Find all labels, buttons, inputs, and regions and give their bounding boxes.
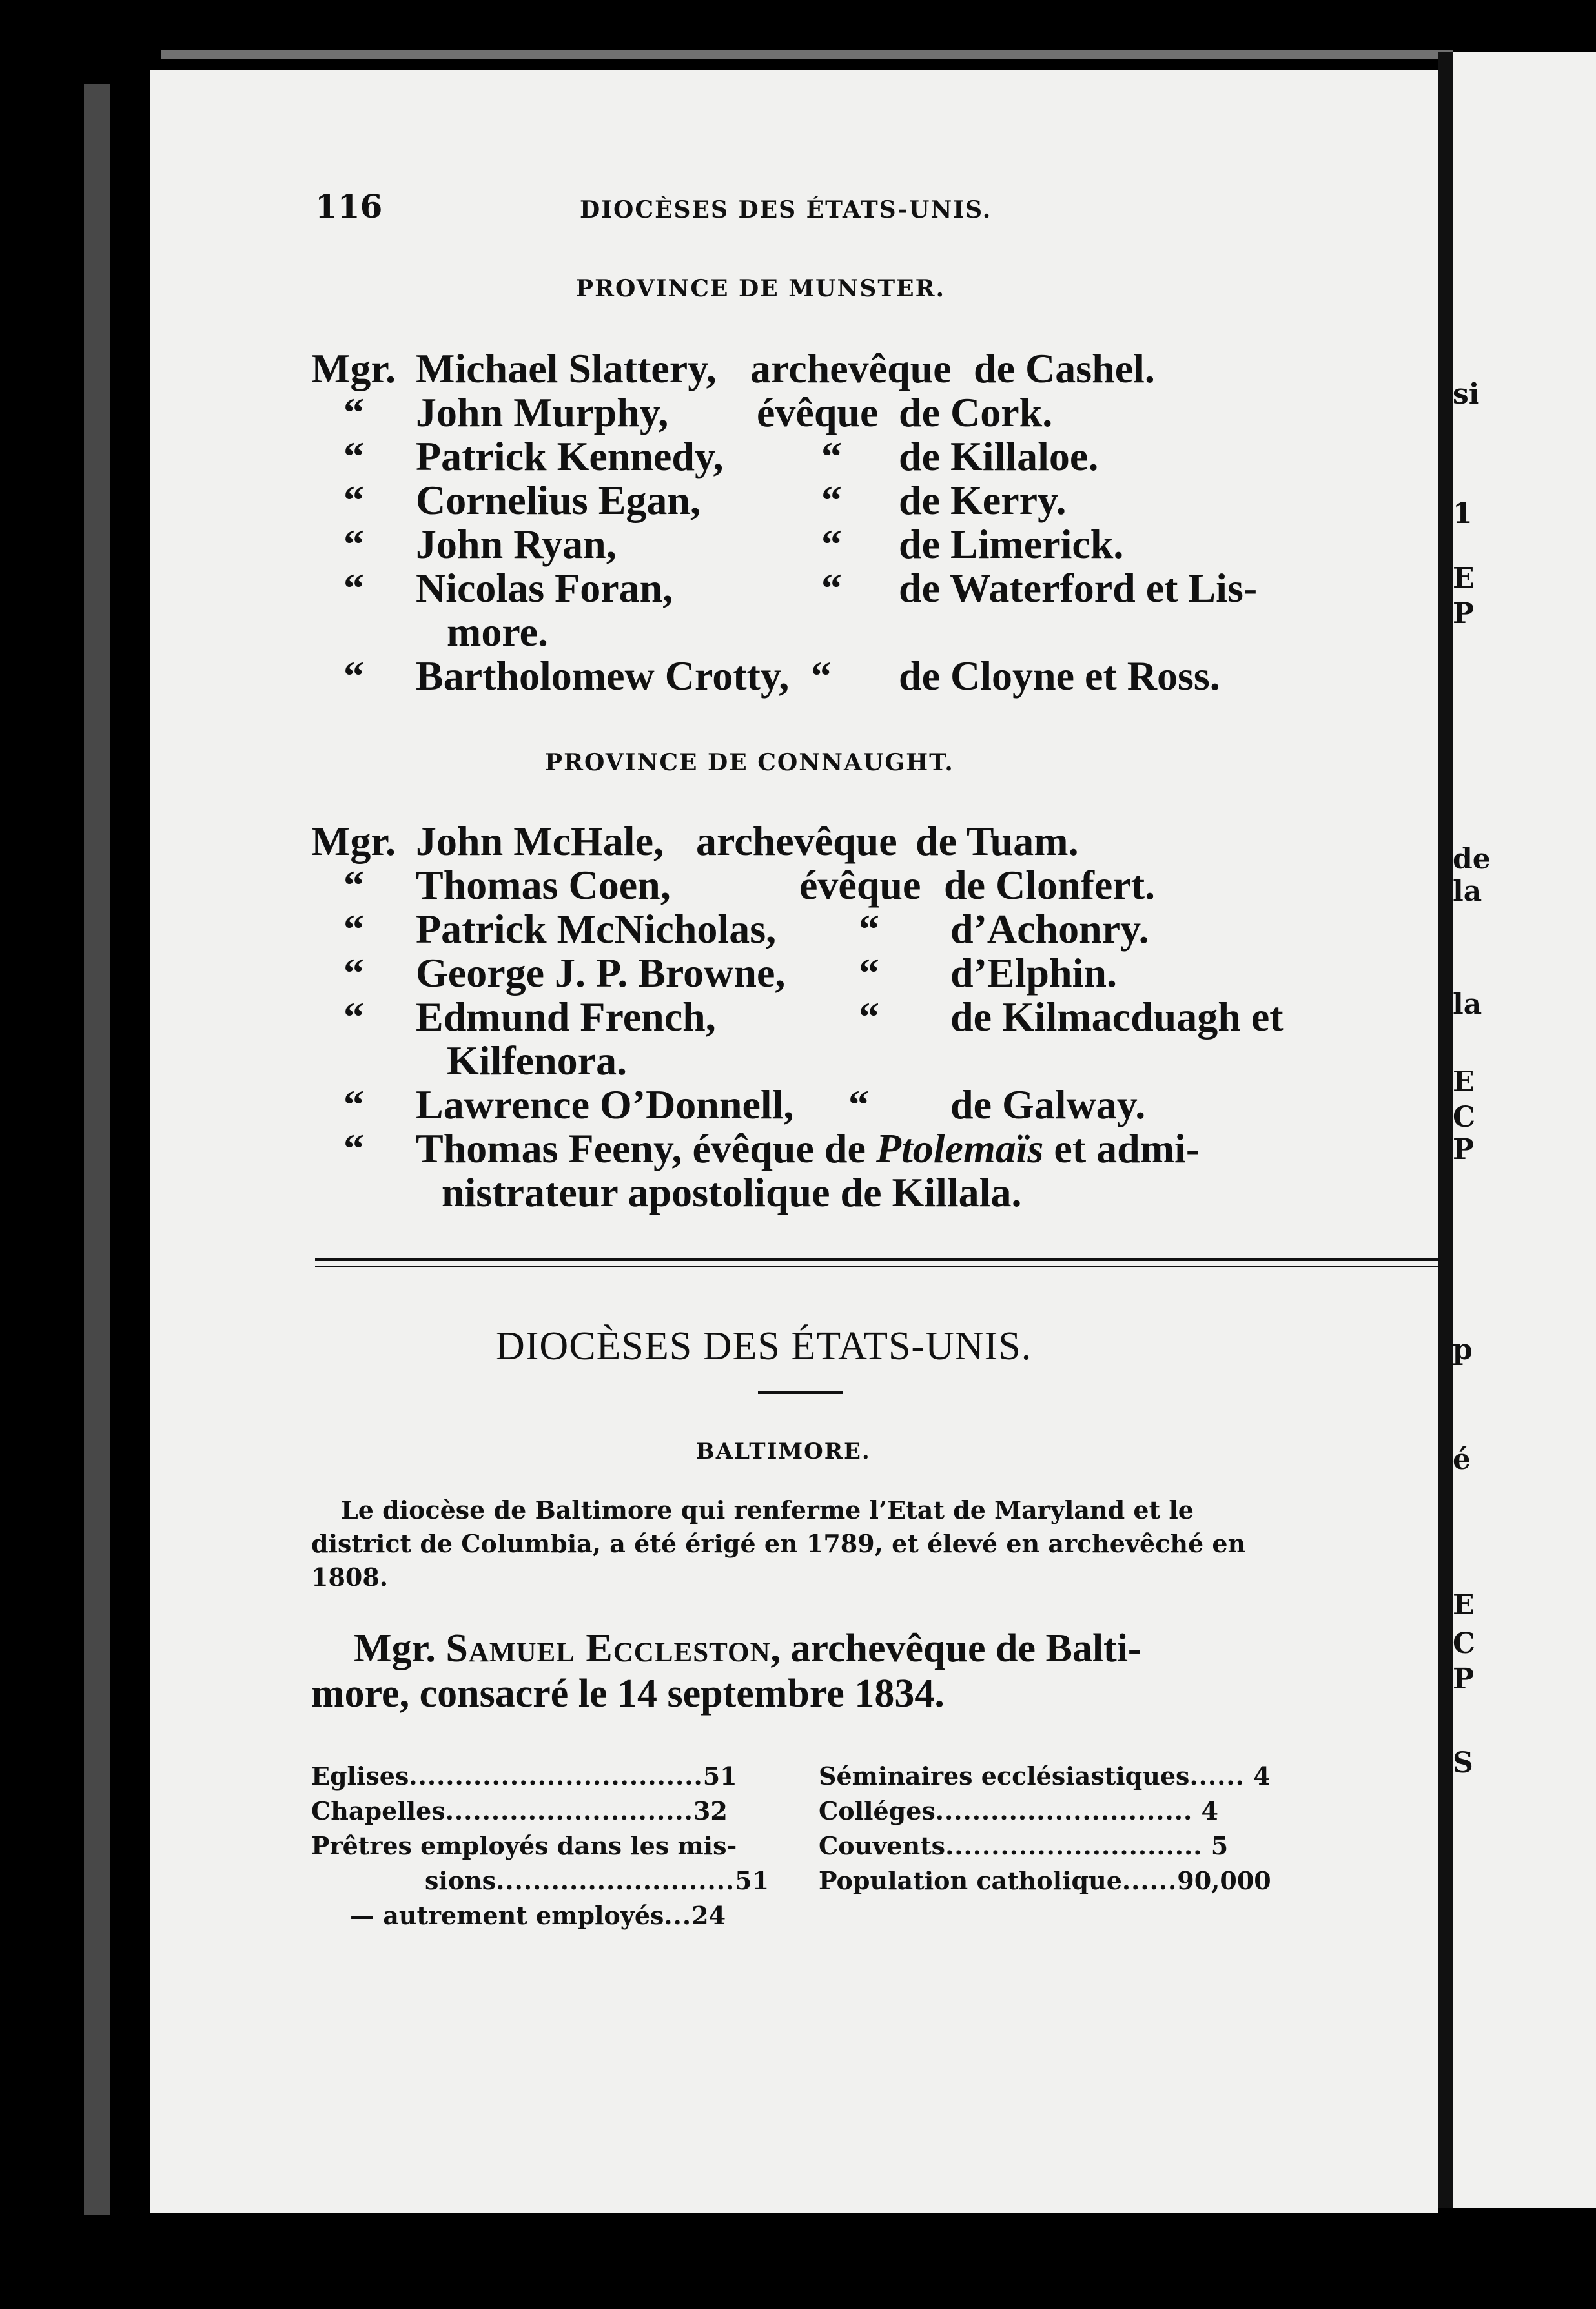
list-item-name: John Ryan,: [416, 521, 617, 567]
entry-italic-see: Ptolemaïs: [875, 1125, 1044, 1171]
list-item-see: de Kilmacduagh et: [950, 994, 1284, 1040]
ditto-mark: “: [343, 389, 364, 435]
list-item-title: archevêque: [696, 818, 897, 864]
page-number: 116: [315, 187, 383, 225]
paragraph-line: district de Columbia, a été érigé en 1789, et élevé en archevêché en: [311, 1529, 1246, 1558]
list-item-see: de Cloyne et Ross.: [899, 653, 1220, 699]
stat-label: Couvents: [819, 1831, 946, 1860]
facing-page-fragment: la: [1453, 988, 1482, 1021]
ditto-mark: “: [343, 477, 364, 523]
stat-label: sions: [425, 1866, 496, 1895]
running-title: DIOCÈSES DES ÉTATS-UNIS.: [580, 196, 992, 223]
ditto-mark: “: [859, 994, 879, 1040]
stat-row: [819, 1761, 1271, 1791]
leader-dots: ............................: [935, 1796, 1193, 1825]
honorific: Mgr.: [311, 818, 396, 864]
ditto-mark: “: [343, 862, 364, 908]
list-item-title: évêque: [757, 389, 879, 435]
ditto-mark: “: [343, 950, 364, 996]
stat-value: 90,000: [1177, 1866, 1271, 1895]
list-item-entry: [416, 1125, 1200, 1173]
list-item-see: de Kerry.: [899, 477, 1067, 523]
list-item-see: d’Achonry.: [950, 906, 1149, 952]
stat-value: 24: [691, 1901, 726, 1930]
archbishop-name: Samuel Eccleston: [445, 1627, 771, 1670]
list-item-title: évêque: [799, 862, 921, 908]
section-title: DIOCÈSES DES ÉTATS-UNIS.: [496, 1324, 1032, 1368]
stat-value: 51: [702, 1761, 737, 1791]
list-item-name: Michael Slattery,: [416, 345, 717, 391]
scan-border-left: [84, 84, 110, 2215]
stat-row: [311, 1831, 737, 1860]
stat-value: 4: [1201, 1796, 1218, 1825]
stat-row: [819, 1866, 1271, 1895]
stat-value: 51: [735, 1866, 770, 1895]
ditto-mark: “: [859, 950, 879, 996]
entry-text: Thomas Feeny, évêque de: [416, 1125, 876, 1171]
list-item-see: de Limerick.: [899, 521, 1124, 567]
connaught-heading: PROVINCE DE CONNAUGHT.: [545, 749, 954, 776]
leader-dots: ......: [1189, 1761, 1245, 1791]
ditto-mark: “: [343, 906, 364, 952]
list-item-name: Nicolas Foran,: [416, 565, 673, 611]
ditto-mark: “: [811, 653, 832, 699]
leader-dots: ...: [664, 1901, 692, 1930]
facing-page: [1453, 52, 1596, 2208]
double-rule-bottom: [315, 1266, 1440, 1267]
munster-heading: PROVINCE DE MUNSTER.: [576, 275, 946, 302]
facing-page-fragment: E: [1453, 1065, 1475, 1098]
honorific: Mgr.: [354, 1627, 446, 1670]
list-item-title: archevêque: [750, 345, 952, 391]
stat-label: Eglises: [311, 1761, 409, 1791]
stat-row: [819, 1831, 1228, 1860]
ditto-mark: “: [343, 433, 364, 479]
leader-dots: ...........................: [445, 1796, 693, 1825]
list-item-name: Thomas Coen,: [416, 862, 671, 908]
facing-page-fragment: P: [1453, 597, 1475, 630]
facing-page-fragment: P: [1453, 1133, 1475, 1166]
stat-row: [425, 1866, 769, 1895]
leader-dots: ......: [1121, 1866, 1178, 1895]
stat-label: Colléges: [819, 1796, 936, 1825]
ditto-mark: “: [821, 565, 842, 611]
short-rule: [758, 1391, 843, 1394]
list-item-continuation: nistrateur apostolique de Killala.: [442, 1169, 1022, 1215]
list-item-name: Bartholomew Crotty,: [416, 653, 790, 699]
stat-value: 5: [1211, 1831, 1229, 1860]
page-gutter: [1438, 52, 1453, 2208]
stat-label: — autrement employés: [350, 1901, 664, 1930]
double-rule-top: [315, 1258, 1440, 1261]
facing-page-fragment: p: [1453, 1333, 1473, 1366]
list-item-name: Lawrence O’Donnell,: [416, 1082, 794, 1127]
list-item-name: John Murphy,: [416, 389, 669, 435]
facing-page-fragment: S: [1453, 1747, 1473, 1780]
list-item-name: George J. P. Browne,: [416, 950, 786, 996]
facing-page-fragment: de: [1453, 843, 1491, 876]
entry-text: et admi-: [1043, 1125, 1200, 1171]
list-item-see: de Clonfert.: [944, 862, 1156, 908]
facing-page-fragment: si: [1453, 378, 1480, 411]
subsection-title: BALTIMORE.: [696, 1439, 871, 1464]
list-item-see: de Tuam.: [916, 818, 1079, 864]
ditto-mark: “: [821, 521, 842, 567]
ditto-mark: “: [343, 994, 364, 1040]
leader-dots: ..........................: [496, 1866, 735, 1895]
ditto-mark: “: [343, 565, 364, 611]
stat-label: Population catholique: [819, 1866, 1122, 1895]
ditto-mark: “: [848, 1082, 869, 1127]
facing-page-fragment: C: [1453, 1101, 1476, 1134]
stat-row: [311, 1761, 737, 1791]
list-item-see: de Cashel.: [974, 345, 1155, 391]
list-item-name: Patrick Kennedy,: [416, 433, 724, 479]
stat-value: 4: [1253, 1761, 1271, 1791]
list-item-see: de Cork.: [899, 389, 1053, 435]
list-item-name: Patrick McNicholas,: [416, 906, 777, 952]
ditto-mark: “: [343, 1082, 364, 1127]
scan-border-top: [161, 50, 1453, 59]
archbishop-line-cont: more, consacré le 14 septembre 1834.: [311, 1672, 945, 1716]
facing-page-fragment: 1: [1453, 497, 1473, 530]
ditto-mark: “: [821, 433, 842, 479]
honorific: Mgr.: [311, 345, 396, 391]
leader-dots: ............................: [945, 1831, 1203, 1860]
stat-row: [819, 1796, 1218, 1825]
archbishop-line: [354, 1626, 1141, 1672]
book-page: [150, 70, 1438, 2213]
list-item-see: de Galway.: [950, 1082, 1146, 1127]
stat-label: Chapelles: [311, 1796, 445, 1825]
ditto-mark: “: [343, 1125, 364, 1171]
stat-label: Séminaires ecclésiastiques: [819, 1761, 1190, 1791]
ditto-mark: “: [859, 906, 879, 952]
list-item-name: Cornelius Egan,: [416, 477, 701, 523]
ditto-mark: “: [343, 521, 364, 567]
ditto-mark: “: [821, 477, 842, 523]
list-item-name: John McHale,: [416, 818, 664, 864]
list-item: [311, 345, 396, 393]
stat-row: [350, 1901, 726, 1930]
stat-label: Prêtres employés dans les mis-: [311, 1831, 737, 1860]
paragraph-line: Le diocèse de Baltimore qui renferme l’Etat de Maryland et le: [341, 1495, 1194, 1524]
list-item-continuation: more.: [447, 609, 548, 655]
facing-page-fragment: E: [1453, 562, 1475, 595]
facing-page-fragment: P: [1453, 1663, 1475, 1696]
paragraph-line: 1808.: [311, 1563, 388, 1592]
list-item-name: Edmund French,: [416, 994, 716, 1040]
list-item-see: de Killaloe.: [899, 433, 1099, 479]
facing-page-fragment: E: [1453, 1588, 1475, 1621]
ditto-mark: “: [343, 653, 364, 699]
facing-page-fragment: é: [1453, 1443, 1471, 1476]
list-item-see: d’Elphin.: [950, 950, 1117, 996]
stat-row: [311, 1796, 728, 1825]
entry-text: , archevêque de Balti-: [770, 1627, 1141, 1670]
facing-page-fragment: C: [1453, 1627, 1476, 1660]
list-item-continuation: Kilfenora.: [447, 1038, 628, 1083]
stat-value: 32: [693, 1796, 728, 1825]
facing-page-fragment: la: [1453, 875, 1482, 908]
list-item-see: de Waterford et Lis-: [899, 565, 1258, 611]
leader-dots: ................................: [409, 1761, 703, 1791]
